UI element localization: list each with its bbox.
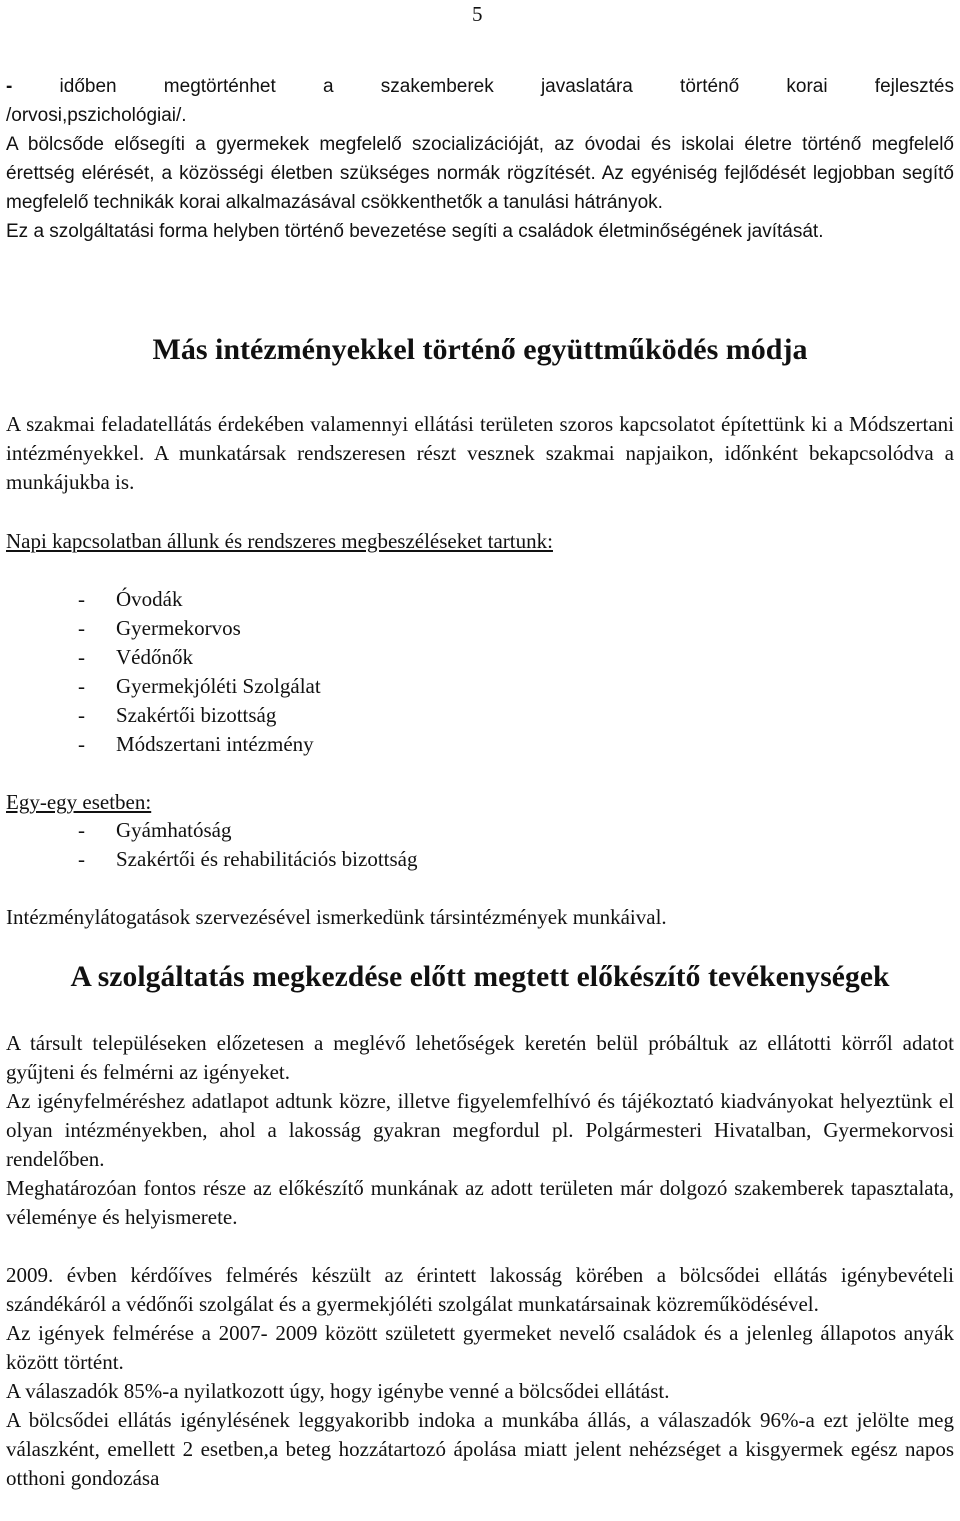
survey-paragraph-3: A válaszadók 85%-a nyilatkozott úgy, hogy igénybe venné a bölcsődei ellátást. [6,1379,670,1403]
daily-contacts-heading: Napi kapcsolatban állunk és rendszeres megbeszéléseket tartunk: [6,529,553,553]
preparation-paragraph-1: A társult településeken előzetesen a meglévő lehetőségek keretén belül próbáltuk az ellátotti körről adatot gyűjteni és felmérni az igényeket. [6,1031,954,1084]
preparation-paragraph-3: Meghatározóan fontos része az előkészítő munkának az adott területen már dolgozó szakemberek tapasztalata, véleménye és helyismerete. [6,1176,954,1229]
list-item: - Óvodák [78,587,183,611]
list-item: - Gyermekjóléti Szolgálat [78,674,321,698]
preparation-paragraph-2: Az igényfelméréshez adatlapot adtunk közre, illetve figyelemfelhívó és tájékoztató kiadványokat helyeztünk el olyan intézményekben, ahol a lakosság gyakran megfordul pl. Polgármesteri Hivatalban, Gyermekorvosi rendelőben. [6,1089,954,1171]
intro-section [6,72,954,246]
occasional-contacts-heading: Egy-egy esetben: [6,790,152,814]
survey-paragraph-4: A bölcsődei ellátás igénylésének leggyakoribb indoka a munkába állás, a válaszadók 96%-a ezt jelölte meg válaszként, emellett 2 esetben,a beteg hozzátartozó ápolása miatt jelent nehézséget a kisgyermek egész napos otthoni gondozása [6,1408,954,1490]
occasional-contacts-list [78,816,418,874]
page-number: 5 [472,2,483,26]
list-item: - Gyámhatóság [78,818,232,842]
survey-paragraph-2: Az igények felmérése a 2007- 2009 között született gyermeket nevelő családok és a jelenleg állapotos anyák között történt. [6,1321,954,1374]
list-dash: - [6,76,13,97]
list-item: - Védőnők [78,645,193,669]
intro-line-1 [6,72,954,101]
cooperation-paragraph: A szakmai feladatellátás érdekében valamennyi ellátási területen szoros kapcsolatot építettünk ki a Módszertani intézményekkel. A munkatársak rendszeresen részt vesznek szakmai napjaikon, időnként bekapcsolódva a munkájukba is. [6,412,954,494]
preparation-section [6,1029,954,1232]
intro-line-2: /orvosi,pszichológiai/. [6,105,187,126]
visits-paragraph: Intézménylátogatások szervezésével ismerkedünk társintézmények munkáival. [6,905,667,929]
intro-paragraph-1: A bölcsőde elősegíti a gyermekek megfelelő szocializációját, az óvodai és iskolai életre történő megfelelő érettség elérését, a közösségi életben szükséges normák rögzítését. Az egyéniség fejlődését legjobban segítő megfelelő technikák korai alkalmazásával csökkenthetők a tanulási hátrányok. [6,134,954,213]
section-heading-preparation: A szolgáltatás megkezdése előtt megtett előkészítő tevékenységek [70,961,890,993]
daily-contacts-list [78,585,321,759]
list-item: - Gyermekorvos [78,616,241,640]
list-item: - Szakértői és rehabilitációs bizottság [78,847,418,871]
list-item: - Módszertani intézmény [78,732,314,756]
survey-section [6,1261,954,1493]
list-item: - Szakértői bizottság [78,703,277,727]
intro-line-1-text: időben megtörténhet a szakemberek javaslatára történő korai fejlesztés [59,76,954,97]
section-heading-cooperation: Más intézményekkel történő együttműködés módja [152,333,808,366]
intro-paragraph-2: Ez a szolgáltatási forma helyben történő bevezetése segíti a családok életminőségének javítását. [6,221,824,242]
survey-paragraph-1: 2009. évben kérdőíves felmérés készült az érintett lakosság körében a bölcsődei ellátás igénybevételi szándékáról a védőnői szolgálat és a gyermekjóléti szolgálat munkatársainak közreműködésével. [6,1263,954,1316]
